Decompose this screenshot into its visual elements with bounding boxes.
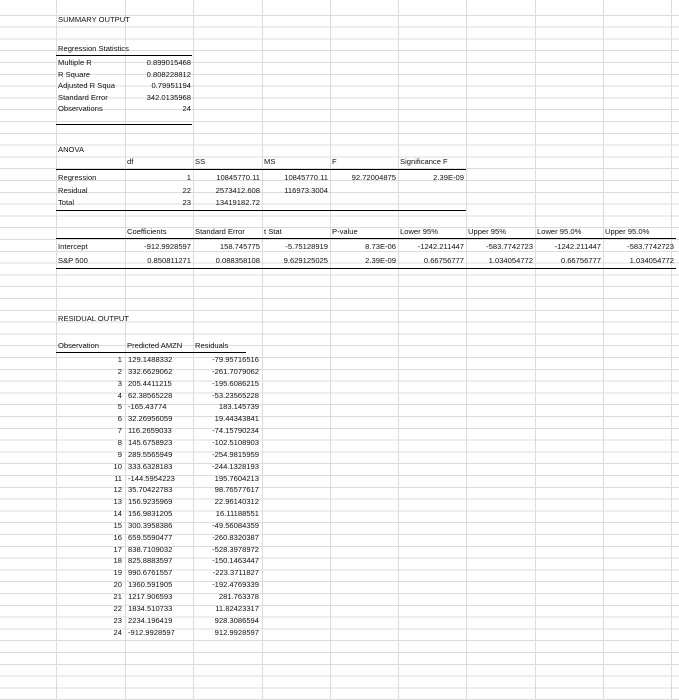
residual-value[interactable]: 11.82423317 bbox=[215, 603, 259, 613]
coef-cell[interactable]: -583.7742723 bbox=[486, 242, 533, 251]
summary-title[interactable]: SUMMARY OUTPUT bbox=[58, 15, 130, 24]
anova-cell[interactable]: 10845770.11 bbox=[284, 173, 328, 182]
stat-value[interactable]: 342.0135968 bbox=[146, 92, 191, 102]
residual-value[interactable]: -150.1463447 bbox=[212, 556, 259, 566]
stat-label[interactable]: Adjusted R Squa bbox=[58, 81, 115, 91]
residual-value[interactable]: -79.95716516 bbox=[212, 355, 259, 364]
coef-header-cell[interactable]: Coefficients bbox=[127, 227, 167, 236]
residual-observation[interactable]: 8 bbox=[117, 437, 122, 447]
residual-output-heading[interactable]: RESIDUAL OUTPUT bbox=[58, 314, 130, 323]
residual-value[interactable]: 928.3086594 bbox=[214, 615, 259, 625]
residual-observation[interactable]: 1 bbox=[117, 355, 122, 364]
residual-observation[interactable]: 9 bbox=[117, 449, 122, 459]
grid-column-line bbox=[330, 0, 331, 700]
coef-row-label[interactable]: Intercept bbox=[58, 242, 88, 251]
residual-value[interactable]: 16.11188551 bbox=[215, 509, 259, 519]
coef-cell[interactable]: 0.850811271 bbox=[147, 255, 191, 265]
residual-observation[interactable]: 18 bbox=[113, 556, 122, 566]
stat-value[interactable]: 24 bbox=[182, 104, 191, 114]
coef-header-cell[interactable]: Lower 95.0% bbox=[537, 227, 582, 236]
residual-predicted[interactable]: -912.9928597 bbox=[128, 627, 175, 637]
residual-predicted[interactable]: 838.7109032 bbox=[128, 544, 173, 554]
residual-predicted[interactable]: 156.9831205 bbox=[128, 509, 173, 519]
coef-cell[interactable]: -1242.211447 bbox=[554, 242, 601, 251]
residual-predicted[interactable]: 1834.510733 bbox=[128, 603, 173, 613]
residual-predicted[interactable]: 129.1488332 bbox=[128, 355, 173, 364]
residual-predicted[interactable]: 825.8883597 bbox=[128, 556, 173, 566]
residual-observation[interactable]: 10 bbox=[113, 461, 122, 471]
residual-value[interactable]: 912.9928597 bbox=[214, 627, 259, 637]
grid-column-line bbox=[466, 0, 467, 700]
stat-label[interactable]: Multiple R bbox=[58, 58, 92, 67]
coef-cell[interactable]: 158.745775 bbox=[219, 242, 260, 251]
stat-label[interactable]: Observations bbox=[58, 104, 103, 114]
residual-observation[interactable]: 19 bbox=[113, 568, 122, 578]
residual-value[interactable]: 22.96140312 bbox=[214, 497, 259, 507]
residual-predicted[interactable]: 1217.906593 bbox=[128, 592, 173, 601]
residual-value[interactable]: -223.3711827 bbox=[212, 568, 259, 578]
residual-predicted[interactable]: 289.5565949 bbox=[128, 449, 173, 459]
residual-observation[interactable]: 16 bbox=[113, 532, 122, 542]
table-bottom-border bbox=[56, 124, 192, 125]
residual-predicted[interactable]: 145.6758923 bbox=[128, 437, 173, 447]
coef-header-cell[interactable]: Upper 95% bbox=[468, 227, 506, 236]
anova-cell[interactable]: 10845770.11 bbox=[216, 173, 260, 182]
coef-header-cell[interactable]: Upper 95.0% bbox=[605, 227, 650, 236]
residual-observation[interactable]: 17 bbox=[113, 544, 122, 554]
anova-cell[interactable]: 116973.3004 bbox=[284, 185, 328, 195]
residual-observation[interactable]: 13 bbox=[113, 497, 122, 507]
anova-header-border bbox=[56, 169, 466, 170]
grid-column-line bbox=[56, 0, 57, 700]
coef-row-label[interactable]: S&P 500 bbox=[58, 255, 88, 265]
heading-border bbox=[56, 55, 192, 56]
stat-label[interactable]: R Square bbox=[58, 69, 91, 79]
coef-header-border bbox=[56, 238, 676, 239]
residual-predicted[interactable]: 62.38565228 bbox=[128, 390, 173, 400]
residual-observation[interactable]: 14 bbox=[113, 509, 122, 519]
grid-column-line bbox=[671, 0, 672, 700]
regression-statistics-heading[interactable]: Regression Statistics bbox=[58, 44, 129, 53]
residual-value[interactable]: 98.76577617 bbox=[214, 485, 259, 495]
coef-cell[interactable]: 1.034054772 bbox=[488, 255, 533, 265]
anova-heading[interactable]: ANOVA bbox=[58, 145, 85, 154]
residual-observation[interactable]: 20 bbox=[113, 580, 122, 590]
anova-bottom-border bbox=[56, 210, 466, 211]
anova-row-label[interactable]: Regression bbox=[58, 173, 97, 182]
coef-bottom-border bbox=[56, 268, 676, 269]
anova-cell[interactable]: 2573412.608 bbox=[215, 185, 260, 195]
residual-value[interactable]: -528.3978972 bbox=[212, 544, 259, 554]
residual-observation[interactable]: 6 bbox=[117, 414, 122, 424]
residual-observation[interactable]: 11 bbox=[114, 473, 122, 483]
residual-observation[interactable]: 22 bbox=[113, 603, 122, 613]
stat-label[interactable]: Standard Error bbox=[58, 92, 108, 102]
coef-header-cell[interactable]: P-value bbox=[332, 227, 358, 236]
residual-value[interactable]: -244.1328193 bbox=[212, 461, 259, 471]
anova-header-cell[interactable]: F bbox=[332, 157, 337, 166]
residual-value[interactable]: -53.23565228 bbox=[212, 390, 259, 400]
residual-observation[interactable]: 15 bbox=[113, 520, 122, 530]
residual-header-cell[interactable]: Predicted AMZN bbox=[127, 341, 183, 350]
residual-observation[interactable]: 2 bbox=[117, 366, 122, 376]
residual-observation[interactable]: 12 bbox=[113, 485, 122, 495]
residual-observation[interactable]: 21 bbox=[113, 592, 122, 601]
residual-value[interactable]: -102.5108903 bbox=[212, 437, 259, 447]
residual-predicted[interactable]: 32.26956059 bbox=[128, 414, 173, 424]
coef-header-cell[interactable]: t Stat bbox=[264, 227, 282, 236]
residual-header-cell[interactable]: Observation bbox=[58, 341, 99, 350]
anova-header-cell[interactable]: SS bbox=[195, 157, 206, 166]
coef-cell[interactable]: 0.088358108 bbox=[215, 255, 260, 265]
grid-column-line bbox=[398, 0, 399, 700]
residual-predicted[interactable]: 659.5590477 bbox=[128, 532, 173, 542]
coef-cell[interactable]: -1242.211447 bbox=[417, 242, 464, 251]
coef-cell[interactable]: 1.034054772 bbox=[629, 255, 674, 265]
residual-value[interactable]: -192.4769339 bbox=[212, 580, 259, 590]
stat-value[interactable]: 0.79951194 bbox=[151, 81, 191, 91]
anova-header-cell[interactable]: MS bbox=[264, 157, 276, 166]
coef-header-cell[interactable]: Standard Error bbox=[195, 227, 245, 236]
residual-observation[interactable]: 5 bbox=[117, 402, 122, 412]
anova-cell[interactable]: 13419182.72 bbox=[215, 198, 260, 207]
anova-cell[interactable]: 22 bbox=[182, 185, 191, 195]
residual-predicted[interactable]: 156.9235969 bbox=[128, 497, 173, 507]
residual-predicted[interactable]: 205.4411215 bbox=[128, 378, 172, 388]
residual-predicted[interactable]: 300.3958386 bbox=[128, 520, 173, 530]
residual-observation[interactable]: 3 bbox=[117, 378, 122, 388]
coef-cell[interactable]: 8.73E-06 bbox=[365, 242, 396, 251]
coef-cell[interactable]: 2.39E-09 bbox=[365, 255, 396, 265]
anova-cell[interactable]: 92.72004875 bbox=[351, 173, 396, 182]
residual-predicted[interactable]: 1360.591905 bbox=[128, 580, 173, 590]
residual-value[interactable]: -260.8320387 bbox=[212, 532, 259, 542]
stat-value[interactable]: 0.808228812 bbox=[146, 69, 191, 79]
residual-observation[interactable]: 4 bbox=[117, 390, 122, 400]
residual-value[interactable]: 183.145739 bbox=[218, 402, 259, 412]
residual-value[interactable]: -261.7079062 bbox=[212, 366, 259, 376]
residual-value[interactable]: 19.44343841 bbox=[214, 414, 259, 424]
anova-header-cell[interactable]: Significance F bbox=[400, 157, 448, 166]
grid-column-line bbox=[603, 0, 604, 700]
residual-value[interactable]: 281.763378 bbox=[218, 592, 259, 601]
residual-value[interactable]: -195.6086215 bbox=[212, 378, 259, 388]
coef-cell[interactable]: -5.75128919 bbox=[285, 242, 328, 251]
residual-observation[interactable]: 23 bbox=[113, 615, 122, 625]
anova-cell[interactable]: 2.39E-09 bbox=[433, 173, 464, 182]
anova-row-label[interactable]: Residual bbox=[58, 185, 88, 195]
anova-cell[interactable]: 1 bbox=[186, 173, 191, 182]
residual-predicted[interactable]: 990.6761557 bbox=[128, 568, 173, 578]
coef-cell[interactable]: -583.7742723 bbox=[627, 242, 674, 251]
residual-value[interactable]: -254.9815959 bbox=[212, 449, 259, 459]
residual-predicted[interactable]: 332.6629062 bbox=[128, 366, 173, 376]
residual-value[interactable]: 195.7604213 bbox=[214, 473, 259, 483]
residual-predicted[interactable]: -165.43774 bbox=[128, 402, 167, 412]
residual-value[interactable]: -49.56084359 bbox=[212, 520, 259, 530]
coef-cell[interactable]: 0.66756777 bbox=[423, 255, 464, 265]
residual-header-cell[interactable]: Residuals bbox=[195, 341, 229, 350]
residual-predicted[interactable]: 116.2659033 bbox=[128, 426, 172, 436]
residual-observation[interactable]: 24 bbox=[113, 627, 122, 637]
residual-predicted[interactable]: 333.6328183 bbox=[128, 461, 173, 471]
anova-header-cell[interactable]: df bbox=[127, 157, 134, 166]
coef-cell[interactable]: 9.629125025 bbox=[283, 255, 328, 265]
residual-predicted[interactable]: 35.70422783 bbox=[128, 485, 173, 495]
coef-cell[interactable]: -912.9928597 bbox=[144, 242, 191, 251]
grid-column-line bbox=[535, 0, 536, 700]
coef-header-cell[interactable]: Lower 95% bbox=[400, 227, 438, 236]
coef-cell[interactable]: 0.66756777 bbox=[560, 255, 601, 265]
residual-predicted[interactable]: -144.5954223 bbox=[128, 473, 175, 483]
residual-observation[interactable]: 7 bbox=[117, 426, 122, 436]
stat-value[interactable]: 0.899015468 bbox=[146, 58, 191, 67]
anova-row-label[interactable]: Total bbox=[58, 198, 75, 207]
residual-header-border bbox=[56, 352, 246, 353]
anova-cell[interactable]: 23 bbox=[182, 198, 191, 207]
grid-column-line bbox=[262, 0, 263, 700]
residual-value[interactable]: -74.15790234 bbox=[212, 426, 259, 436]
residual-predicted[interactable]: 2234.196419 bbox=[128, 615, 173, 625]
